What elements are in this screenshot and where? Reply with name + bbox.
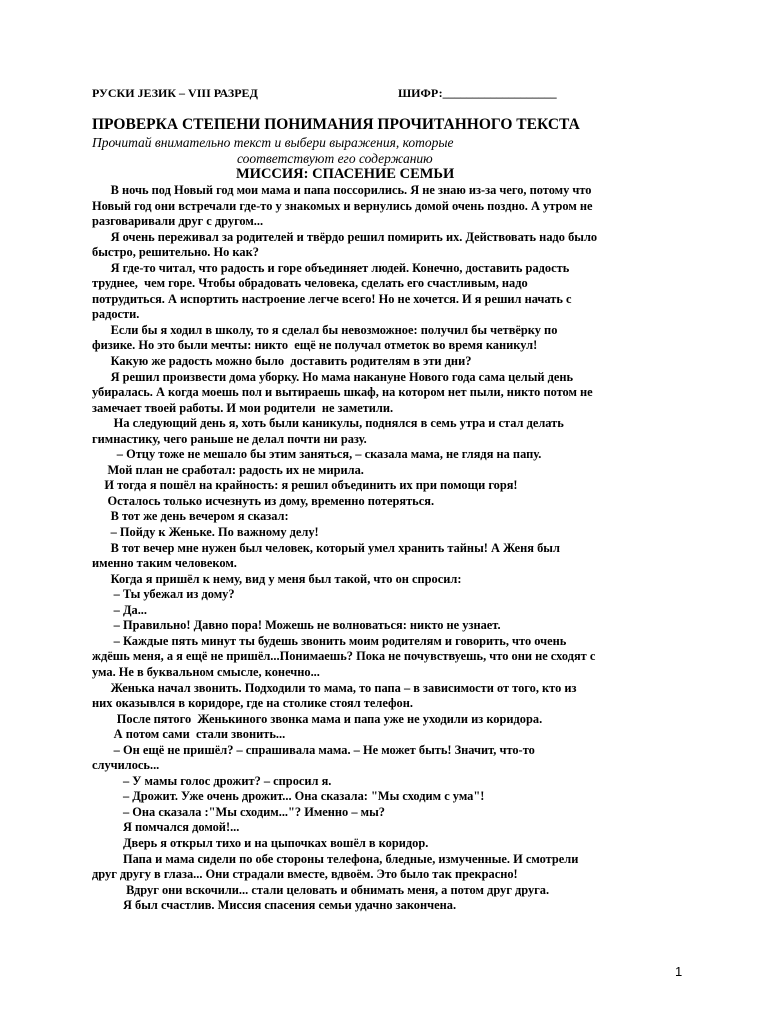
text-line: друг другу в глаза... Они страдали вместе, вдвоём. Это было так прекрасно! (92, 867, 518, 882)
text-line: ума. Не в буквальном смысле, конечно... (92, 664, 320, 679)
text-line: Какую же радость можно было доставить родителям в эти дни? (92, 354, 472, 369)
text-line: замечает твоей работы. И мои родители не заметили. (92, 400, 394, 415)
text-line: В тот же день вечером я сказал: (92, 509, 289, 524)
text-line: Папа и мама сидели по обе стороны телефона, бледные, измученные. И смотрели (92, 851, 579, 866)
text-line: В ночь под Новый год мои мама и папа поссорились. Я не знаю из-за чего, потому что (92, 183, 592, 197)
text-line: На следующий день я, хоть были каникулы, поднялся в семь утра и стал делать (92, 416, 564, 431)
text-line: И тогда я пошёл на крайность: я решил объединить их при помощи горя! (92, 478, 518, 493)
text-line: В тот вечер мне нужен был человек, который умел хранить тайны! А Женя был (92, 540, 560, 555)
instruction-line-2: соответствуют его содержанию (237, 151, 433, 166)
text-line: – Ты убежал из дому? (92, 587, 235, 602)
story-text (92, 183, 682, 914)
text-line: них оказывлся в коридоре, где на столике стоял телефон. (92, 696, 413, 711)
text-line: – Каждые пять минут ты будешь звонить моим родителям и говорить, что очень (92, 633, 567, 648)
cipher-field: ШИФР:___________________ (398, 86, 557, 100)
text-line: радости. (92, 307, 140, 322)
text-line: Я решил произвести дома уборку. Но мама накануне Нового года сама целый день (92, 369, 574, 384)
text-line: – Дрожит. Уже очень дрожит... Она сказала: "Мы сходим с ума"! (92, 789, 485, 804)
text-line: ждёшь меня, а я ещё не пришёл...Понимаешь? Пока не почувствуешь, что они не сходят с (92, 649, 596, 664)
text-line: Новый год они встречали где-то у знакомых и вернулись домой очень поздно. А утром не (92, 198, 593, 213)
text-line: разговаривали друг с другом... (92, 214, 264, 229)
text-line: труднее, чем горе. Чтобы обрадовать человека, сделать его счастливым, надо (92, 276, 528, 291)
text-line: Если бы я ходил в школу, то я сделал бы невозможное: получил бы четвёрку по (92, 322, 558, 337)
text-line: Осталось только исчезнуть из дому, временно потеряться. (92, 493, 435, 508)
text-line: Я где-то читал, что радость и горе объединяет людей. Конечно, доставить радость (92, 260, 570, 275)
text-line: После пятого Женькиного звонка мама и папа уже не уходили из коридора. (92, 711, 543, 726)
text-line: гимнастику, чего раньше не делал почти ни разу. (92, 431, 367, 446)
text-line: А потом сами стали звонить... (92, 727, 286, 742)
instruction-line-1: Прочитай внимательно текст и выбери выражения, которые (92, 135, 454, 150)
text-line: Я помчался домой!... (92, 820, 240, 835)
text-line: – Да... (92, 602, 147, 617)
text-line: Вдруг они вскочили... стали целовать и обнимать меня, а потом друг друга. (92, 882, 550, 897)
text-line: – Он ещё не пришёл? – спрашивала мама. – Не может быть! Значит, что-то (92, 742, 535, 757)
test-title: ПРОВЕРКА СТЕПЕНИ ПОНИМАНИЯ ПРОЧИТАННОГО ТЕКСТА (92, 116, 580, 133)
text-line: Я очень переживал за родителей и твёрдо решил помирить их. Действовать надо было (92, 229, 598, 244)
text-line: – Отцу тоже не мешало бы этим заняться, – сказала мама, не глядя на папу. (92, 447, 542, 462)
text-line: – Правильно! Давно пора! Можешь не волноваться: никто не узнает. (92, 618, 501, 633)
text-line: Дверь я открыл тихо и на цыпочках вошёл в коридор. (92, 835, 429, 850)
text-line: Я был счастлив. Миссия спасения семьи удачно закончена. (92, 898, 457, 913)
text-line: Женька начал звонить. Подходили то мама, то папа – в зависимости от того, кто из (92, 680, 577, 695)
text-line: случилось... (92, 758, 160, 773)
text-line: Когда я пришёл к нему, вид у меня был такой, что он спросил: (92, 571, 462, 586)
text-line: быстро, решительно. Но как? (92, 245, 259, 260)
subject-grade: РУСКИ ЈЕЗИК – VIII РАЗРЕД (92, 86, 258, 100)
text-line: Мой план не сработал: радость их не мирила. (92, 462, 364, 477)
text-line: – У мамы голос дрожит? – спросил я. (92, 773, 332, 788)
text-line: физике. Но это были мечты: никто ещё не получал отметок во время каникул! (92, 338, 538, 353)
text-line: – Пойду к Женьке. По важному делу! (92, 525, 319, 540)
text-line: именно таким человеком. (92, 556, 237, 571)
text-line: – Она сказала :"Мы сходим..."? Именно – мы? (92, 804, 385, 819)
text-line: убиралась. А когда моешь пол и вытираешь шкаф, на котором нет пыли, никто потом не (92, 385, 593, 400)
page-number: 1 (675, 964, 683, 979)
story-title: МИССИЯ: СПАСЕНИЕ СЕМЬИ (236, 166, 455, 182)
text-line: потрудиться. А испортить настроение легче всего! Но не хочется. И я решил начать с (92, 291, 572, 306)
